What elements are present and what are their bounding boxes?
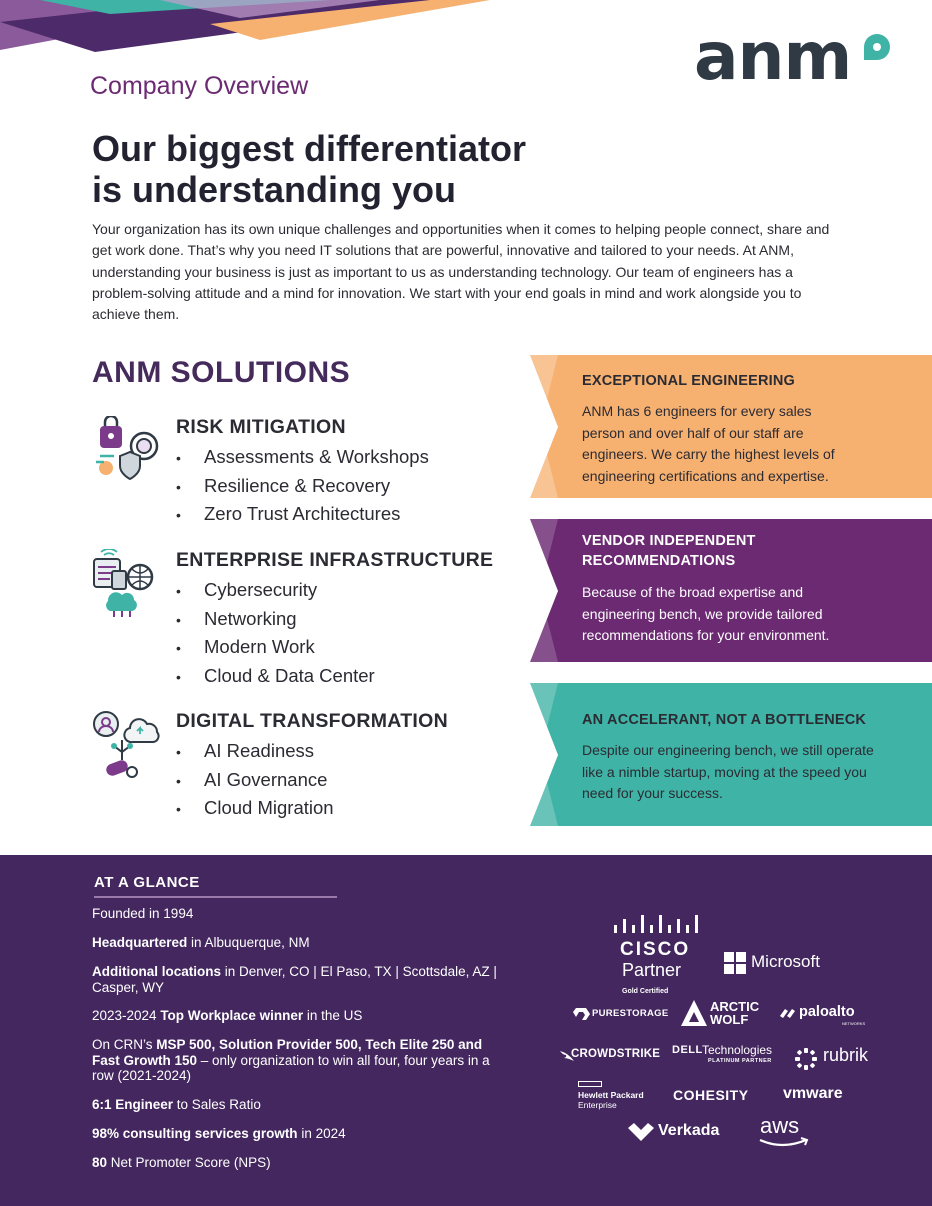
fact-text: in 2024 (297, 1126, 346, 1141)
list-item: • Cloud & Data Center (176, 665, 375, 694)
fact-item (92, 935, 502, 951)
list-item: • Modern Work (176, 636, 375, 665)
fact-item (92, 1097, 502, 1113)
microsoft-squares-icon (724, 952, 746, 974)
panel-exceptional-engineering (530, 355, 932, 498)
cisco-logo: CISCO (620, 939, 691, 960)
solution-list (176, 446, 429, 532)
list-item: • Zero Trust Architectures (176, 503, 429, 532)
glance-title: AT A GLANCE (94, 874, 200, 891)
fact-text: in Denver, CO | El Paso, TX | Scottsdale, AZ | Casper, WY (92, 964, 497, 995)
logo-wordmark: anm (694, 18, 852, 95)
at-a-glance-section (0, 855, 932, 1206)
crowdstrike-logo: CROWDSTRIKE (571, 1048, 661, 1060)
fact-prefix: On CRN’s (92, 1037, 157, 1052)
paloalto-sub: NETWORKS (842, 1021, 866, 1026)
cisco-partner-label: Partner (622, 960, 682, 980)
page-headline (92, 128, 526, 210)
purestorage-icon (572, 1007, 590, 1021)
list-item: • Networking (176, 608, 375, 637)
headline-line-2: is understanding you (92, 169, 457, 210)
aws-logo: aws (760, 1113, 800, 1138)
fact-text: in Albuquerque, NM (187, 935, 310, 950)
fact-bold: Top Workplace winner (160, 1008, 304, 1023)
anm-logo (694, 18, 894, 102)
panel-body: ANM has 6 engineers for every sales person and over half of our staff are engineers. We carry the highest levels of engineering certifications and expertise. (582, 403, 835, 484)
vmware-logo: vmware (783, 1085, 843, 1102)
fact-bold: MSP 500, Solution Provider 500, Tech Elite 250 and Fast Growth 150 (92, 1037, 483, 1068)
fact-text: in the US (303, 1008, 363, 1023)
arcticwolf-icon (680, 999, 708, 1027)
dell-technologies-logo: Technologies (702, 1043, 773, 1057)
fact-item (92, 906, 502, 922)
panel-vendor-independent (530, 519, 932, 662)
list-item: • AI Governance (176, 769, 334, 798)
fact-bold: Headquartered (92, 935, 188, 950)
panel-body: Because of the broad expertise and engineering bench, we provide tailored recommendations for your environment. (582, 584, 830, 643)
solutions-title: ANM SOLUTIONS (92, 356, 351, 389)
fact-item (92, 1155, 502, 1171)
cisco-level: Gold Certified (622, 988, 669, 995)
intro-paragraph: Your organization has its own unique challenges and opportunities when it comes to helping people connect, share and get work done. That’s why you need IT solutions that are powerful, innovative and tailored to your needs. At ANM, understanding your business is just as important to us as understanding technology. Our team of engineers has a problem-solving attitude and a mind for innovation. We start with your end goals in mind and work alongside you to achieve them. (92, 221, 830, 323)
cisco-bars-icon (612, 913, 698, 939)
arcticwolf-logo-line1: ARCTIC (710, 999, 760, 1014)
logo-chat-dot-icon (864, 34, 890, 60)
rubrik-logo: rubrik (823, 1045, 869, 1065)
panel-heading: EXCEPTIONAL ENGINEERING (582, 373, 796, 389)
infrastructure-network-icon (92, 549, 162, 619)
paloalto-icon (778, 1006, 798, 1020)
fact-text: Net Promoter Score (NPS) (107, 1155, 271, 1170)
hpe-element-icon (578, 1081, 602, 1087)
fact-item (92, 1037, 502, 1084)
list-item: • Cloud Migration (176, 797, 334, 826)
solution-list (176, 579, 375, 693)
hpe-logo-line2: Enterprise (578, 1100, 617, 1110)
microsoft-logo: Microsoft (751, 952, 820, 971)
headline-line-1: Our biggest differentiator (92, 128, 527, 169)
panel-heading: AN ACCELERANT, NOT A BOTTLENECK (582, 712, 867, 728)
purestorage-logo: PURESTORAGE (592, 1008, 669, 1019)
dell-logo: DELL (672, 1044, 703, 1056)
arcticwolf-logo-line2: WOLF (710, 1012, 749, 1027)
section-label: Company Overview (90, 72, 309, 100)
panel-accelerant (530, 683, 932, 826)
list-item: • Resilience & Recovery (176, 475, 429, 504)
fact-item (92, 1126, 502, 1142)
solution-list (176, 740, 334, 826)
solution-heading: DIGITAL TRANSFORMATION (176, 710, 448, 732)
solution-heading: RISK MITIGATION (176, 416, 346, 438)
fact-item (92, 1008, 502, 1024)
fact-bold: 80 (92, 1155, 108, 1170)
fact-text: Founded in 1994 (92, 906, 194, 921)
fact-item (92, 964, 502, 995)
aws-smile-icon (758, 1137, 810, 1149)
panel-heading: VENDOR INDEPENDENT RECOMMENDATIONS (582, 533, 756, 569)
paloalto-logo: paloalto (799, 1004, 855, 1020)
fact-text: to Sales Ratio (173, 1097, 261, 1112)
cohesity-logo: COHESITY (673, 1087, 749, 1103)
fact-prefix: 2023-2024 (92, 1008, 161, 1023)
verkada-logo: Verkada (658, 1122, 720, 1139)
fact-bold: Additional locations (92, 964, 222, 979)
list-item: • AI Readiness (176, 740, 334, 769)
digital-cloud-icon (92, 710, 162, 780)
panel-body: Despite our engineering bench, we still operate like a nimble startup, moving at the speed you need for your success. (582, 742, 874, 801)
fact-bold: 6:1 Engineer (92, 1097, 174, 1112)
glance-divider (94, 896, 337, 898)
rubrik-icon (794, 1047, 818, 1071)
security-lock-icon (92, 416, 162, 486)
verkada-icon (627, 1122, 655, 1142)
list-item: • Assessments & Workshops (176, 446, 429, 475)
list-item: • Cybersecurity (176, 579, 375, 608)
dell-partner-level: PLATINUM PARTNER (708, 1058, 772, 1064)
solution-heading: ENTERPRISE INFRASTRUCTURE (176, 549, 494, 571)
fact-text: – only organization to win all four, four years in a row (2021-2024) (92, 1052, 490, 1083)
hpe-logo-line1: Hewlett Packard (578, 1090, 644, 1100)
fact-bold: 98% consulting services growth (92, 1126, 298, 1141)
